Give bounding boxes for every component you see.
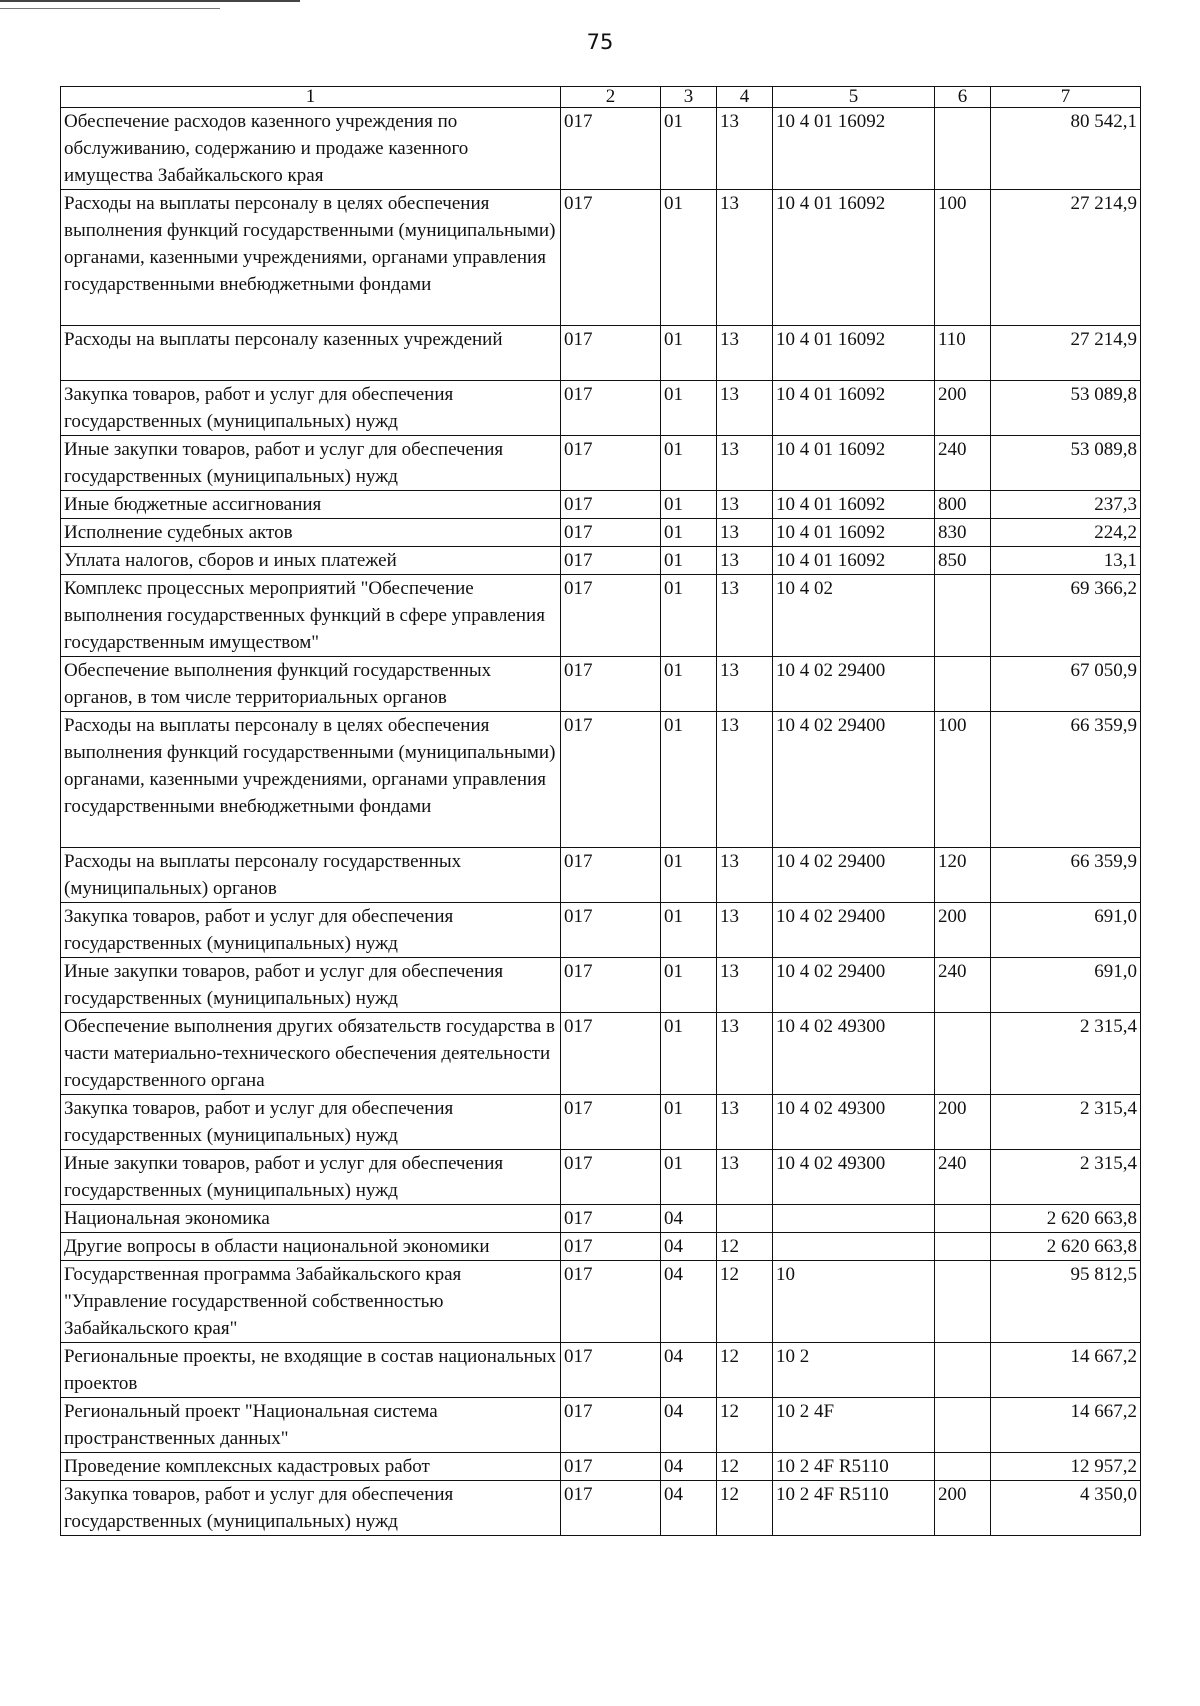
cell-code-5: 10 4 02 49300 [773, 1013, 935, 1095]
cell-amount: 691,0 [991, 958, 1141, 1013]
cell-code-2: 017 [561, 190, 661, 326]
cell-code-5: 10 4 02 29400 [773, 712, 935, 848]
cell-code-5: 10 4 02 49300 [773, 1150, 935, 1205]
cell-code-6: 800 [935, 491, 991, 519]
cell-code-4 [717, 1205, 773, 1233]
cell-code-2: 017 [561, 436, 661, 491]
cell-code-5: 10 [773, 1261, 935, 1343]
cell-code-5: 10 4 02 49300 [773, 1095, 935, 1150]
column-header: 1 [61, 87, 561, 108]
cell-code-2: 017 [561, 326, 661, 381]
cell-code-6: 200 [935, 903, 991, 958]
cell-code-5: 10 4 02 29400 [773, 958, 935, 1013]
cell-amount: 12 957,2 [991, 1453, 1141, 1481]
cell-code-2: 017 [561, 381, 661, 436]
cell-code-3: 04 [661, 1453, 717, 1481]
column-header: 4 [717, 87, 773, 108]
table-row [61, 1481, 1141, 1536]
cell-code-2: 017 [561, 1150, 661, 1205]
cell-code-6 [935, 575, 991, 657]
cell-code-4: 13 [717, 519, 773, 547]
table-row [61, 1150, 1141, 1205]
cell-code-6: 100 [935, 712, 991, 848]
cell-code-2: 017 [561, 1013, 661, 1095]
table-row [61, 381, 1141, 436]
cell-amount: 14 667,2 [991, 1343, 1141, 1398]
table-row [61, 1095, 1141, 1150]
cell-row-name: Расходы на выплаты персоналу казенных учреждений [61, 326, 561, 381]
cell-code-6 [935, 1398, 991, 1453]
cell-code-5: 10 4 02 29400 [773, 903, 935, 958]
cell-amount: 69 366,2 [991, 575, 1141, 657]
cell-code-3: 04 [661, 1233, 717, 1261]
cell-row-name: Региональный проект "Национальная система пространственных данных" [61, 1398, 561, 1453]
cell-code-5: 10 4 02 [773, 575, 935, 657]
table-row [61, 547, 1141, 575]
cell-code-3: 01 [661, 436, 717, 491]
cell-row-name: Закупка товаров, работ и услуг для обеспечения государственных (муниципальных) нужд [61, 903, 561, 958]
cell-code-4: 13 [717, 903, 773, 958]
table-row [61, 958, 1141, 1013]
cell-code-3: 04 [661, 1481, 717, 1536]
cell-code-2: 017 [561, 519, 661, 547]
cell-row-name: Уплата налогов, сборов и иных платежей [61, 547, 561, 575]
table-row [61, 108, 1141, 190]
table-row [61, 712, 1141, 848]
cell-code-3: 01 [661, 903, 717, 958]
cell-code-6: 240 [935, 958, 991, 1013]
cell-amount: 53 089,8 [991, 381, 1141, 436]
cell-code-4: 13 [717, 575, 773, 657]
cell-code-6 [935, 1233, 991, 1261]
cell-code-2: 017 [561, 712, 661, 848]
cell-row-name: Исполнение судебных актов [61, 519, 561, 547]
cell-code-5: 10 2 [773, 1343, 935, 1398]
cell-code-5 [773, 1233, 935, 1261]
cell-code-5: 10 4 02 29400 [773, 657, 935, 712]
cell-row-name: Государственная программа Забайкальского края "Управление государственной собственностью Забайкальского края" [61, 1261, 561, 1343]
cell-row-name: Обеспечение выполнения функций государственных органов, в том числе территориальных органов [61, 657, 561, 712]
cell-code-6: 200 [935, 1481, 991, 1536]
cell-code-2: 017 [561, 1261, 661, 1343]
cell-code-4: 12 [717, 1233, 773, 1261]
scan-edge-line [0, 8, 220, 9]
cell-code-3: 01 [661, 547, 717, 575]
cell-code-2: 017 [561, 1398, 661, 1453]
table-row [61, 1233, 1141, 1261]
cell-code-5: 10 4 01 16092 [773, 108, 935, 190]
cell-amount: 27 214,9 [991, 326, 1141, 381]
cell-code-5: 10 2 4F [773, 1398, 935, 1453]
cell-code-4: 13 [717, 491, 773, 519]
cell-amount: 13,1 [991, 547, 1141, 575]
cell-row-name: Иные закупки товаров, работ и услуг для обеспечения государственных (муниципальных) нужд [61, 958, 561, 1013]
cell-code-2: 017 [561, 1343, 661, 1398]
cell-row-name: Расходы на выплаты персоналу в целях обеспечения выполнения функций государственными (муниципальными) органами, казенными учреждениями, органами управления государственными внебюджетными фондами [61, 712, 561, 848]
cell-row-name: Закупка товаров, работ и услуг для обеспечения государственных (муниципальных) нужд [61, 381, 561, 436]
cell-row-name: Закупка товаров, работ и услуг для обеспечения государственных (муниципальных) нужд [61, 1481, 561, 1536]
cell-code-4: 13 [717, 108, 773, 190]
cell-row-name: Обеспечение расходов казенного учреждения по обслуживанию, содержанию и продаже казенного имущества Забайкальского края [61, 108, 561, 190]
table-row [61, 1453, 1141, 1481]
cell-code-3: 01 [661, 657, 717, 712]
cell-code-2: 017 [561, 575, 661, 657]
table-row [61, 1261, 1141, 1343]
cell-code-3: 01 [661, 190, 717, 326]
table-row [61, 848, 1141, 903]
cell-code-3: 04 [661, 1205, 717, 1233]
cell-code-4: 13 [717, 326, 773, 381]
cell-code-5: 10 4 02 29400 [773, 848, 935, 903]
table-row [61, 1343, 1141, 1398]
cell-amount: 14 667,2 [991, 1398, 1141, 1453]
cell-amount: 95 812,5 [991, 1261, 1141, 1343]
cell-amount: 224,2 [991, 519, 1141, 547]
cell-code-4: 13 [717, 547, 773, 575]
cell-code-4: 13 [717, 436, 773, 491]
cell-amount: 27 214,9 [991, 190, 1141, 326]
cell-code-5: 10 2 4F R5110 [773, 1481, 935, 1536]
cell-amount: 2 620 663,8 [991, 1233, 1141, 1261]
cell-code-5: 10 4 01 16092 [773, 436, 935, 491]
cell-code-3: 01 [661, 326, 717, 381]
cell-code-6: 850 [935, 547, 991, 575]
scan-edge-mark [0, 0, 300, 8]
cell-code-6 [935, 1261, 991, 1343]
cell-code-3: 01 [661, 712, 717, 848]
cell-amount: 2 620 663,8 [991, 1205, 1141, 1233]
cell-amount: 80 542,1 [991, 108, 1141, 190]
cell-code-6: 200 [935, 1095, 991, 1150]
cell-code-4: 13 [717, 958, 773, 1013]
cell-code-3: 01 [661, 108, 717, 190]
table-row [61, 436, 1141, 491]
table-row [61, 1013, 1141, 1095]
cell-row-name: Закупка товаров, работ и услуг для обеспечения государственных (муниципальных) нужд [61, 1095, 561, 1150]
cell-amount: 53 089,8 [991, 436, 1141, 491]
cell-code-6: 200 [935, 381, 991, 436]
cell-code-2: 017 [561, 547, 661, 575]
cell-code-6 [935, 108, 991, 190]
cell-code-3: 01 [661, 1095, 717, 1150]
cell-code-5: 10 4 01 16092 [773, 190, 935, 326]
cell-code-3: 04 [661, 1398, 717, 1453]
cell-row-name: Другие вопросы в области национальной экономики [61, 1233, 561, 1261]
cell-row-name: Обеспечение выполнения других обязательств государства в части материально-технического обеспечения деятельности государственного органа [61, 1013, 561, 1095]
cell-code-6: 240 [935, 1150, 991, 1205]
cell-row-name: Иные закупки товаров, работ и услуг для обеспечения государственных (муниципальных) нужд [61, 1150, 561, 1205]
cell-code-3: 01 [661, 1150, 717, 1205]
table-row [61, 903, 1141, 958]
cell-code-5: 10 4 01 16092 [773, 519, 935, 547]
cell-code-6: 830 [935, 519, 991, 547]
cell-code-4: 12 [717, 1343, 773, 1398]
cell-code-2: 017 [561, 958, 661, 1013]
cell-code-4: 13 [717, 712, 773, 848]
cell-row-name: Иные закупки товаров, работ и услуг для обеспечения государственных (муниципальных) нужд [61, 436, 561, 491]
cell-code-2: 017 [561, 108, 661, 190]
cell-code-3: 01 [661, 958, 717, 1013]
cell-amount: 67 050,9 [991, 657, 1141, 712]
cell-code-6: 120 [935, 848, 991, 903]
table-row [61, 190, 1141, 326]
cell-amount: 691,0 [991, 903, 1141, 958]
cell-row-name: Проведение комплексных кадастровых работ [61, 1453, 561, 1481]
cell-code-3: 01 [661, 848, 717, 903]
cell-row-name: Иные бюджетные ассигнования [61, 491, 561, 519]
cell-row-name: Национальная экономика [61, 1205, 561, 1233]
table-row [61, 326, 1141, 381]
page-number: 75 [586, 30, 614, 54]
cell-amount: 66 359,9 [991, 712, 1141, 848]
cell-code-2: 017 [561, 657, 661, 712]
cell-code-4: 13 [717, 381, 773, 436]
cell-code-6 [935, 1205, 991, 1233]
column-header: 3 [661, 87, 717, 108]
cell-amount: 2 315,4 [991, 1013, 1141, 1095]
column-header: 5 [773, 87, 935, 108]
column-header: 2 [561, 87, 661, 108]
cell-code-5: 10 4 01 16092 [773, 547, 935, 575]
cell-code-4: 12 [717, 1481, 773, 1536]
cell-code-2: 017 [561, 903, 661, 958]
cell-code-4: 13 [717, 1013, 773, 1095]
cell-code-4: 12 [717, 1453, 773, 1481]
cell-row-name: Комплекс процессных мероприятий "Обеспечение выполнения государственных функций в сфере управления государственным имуществом" [61, 575, 561, 657]
cell-code-5: 10 4 01 16092 [773, 381, 935, 436]
cell-code-6 [935, 1343, 991, 1398]
cell-code-4: 13 [717, 190, 773, 326]
cell-row-name: Расходы на выплаты персоналу в целях обеспечения выполнения функций государственными (муниципальными) органами, казенными учреждениями, органами управления государственными внебюджетными фондами [61, 190, 561, 326]
cell-row-name: Региональные проекты, не входящие в состав национальных проектов [61, 1343, 561, 1398]
cell-code-3: 01 [661, 575, 717, 657]
cell-code-3: 01 [661, 519, 717, 547]
cell-code-2: 017 [561, 1095, 661, 1150]
table-row [61, 491, 1141, 519]
cell-amount: 66 359,9 [991, 848, 1141, 903]
cell-code-6 [935, 1453, 991, 1481]
cell-row-name: Расходы на выплаты персоналу государственных (муниципальных) органов [61, 848, 561, 903]
cell-code-5: 10 4 01 16092 [773, 326, 935, 381]
cell-code-6: 100 [935, 190, 991, 326]
cell-code-5 [773, 1205, 935, 1233]
cell-code-3: 01 [661, 491, 717, 519]
column-header: 6 [935, 87, 991, 108]
budget-table [60, 86, 1141, 1536]
cell-code-2: 017 [561, 848, 661, 903]
table-row [61, 1205, 1141, 1233]
cell-amount: 237,3 [991, 491, 1141, 519]
cell-code-4: 13 [717, 848, 773, 903]
table-row [61, 657, 1141, 712]
table-row [61, 1398, 1141, 1453]
cell-code-3: 04 [661, 1261, 717, 1343]
cell-code-3: 01 [661, 381, 717, 436]
cell-code-5: 10 4 01 16092 [773, 491, 935, 519]
cell-code-4: 13 [717, 1095, 773, 1150]
cell-amount: 4 350,0 [991, 1481, 1141, 1536]
cell-amount: 2 315,4 [991, 1095, 1141, 1150]
cell-code-2: 017 [561, 1205, 661, 1233]
cell-code-4: 12 [717, 1398, 773, 1453]
cell-code-5: 10 2 4F R5110 [773, 1453, 935, 1481]
cell-code-3: 01 [661, 1013, 717, 1095]
cell-code-6 [935, 1013, 991, 1095]
cell-code-6: 240 [935, 436, 991, 491]
cell-code-6: 110 [935, 326, 991, 381]
cell-code-3: 04 [661, 1343, 717, 1398]
cell-code-2: 017 [561, 491, 661, 519]
column-header: 7 [991, 87, 1141, 108]
table-row [61, 575, 1141, 657]
cell-code-4: 13 [717, 1150, 773, 1205]
cell-code-2: 017 [561, 1233, 661, 1261]
header-row [61, 87, 1141, 108]
cell-code-6 [935, 657, 991, 712]
cell-code-4: 13 [717, 657, 773, 712]
cell-amount: 2 315,4 [991, 1150, 1141, 1205]
cell-code-2: 017 [561, 1453, 661, 1481]
table-row [61, 519, 1141, 547]
cell-code-4: 12 [717, 1261, 773, 1343]
cell-code-2: 017 [561, 1481, 661, 1536]
